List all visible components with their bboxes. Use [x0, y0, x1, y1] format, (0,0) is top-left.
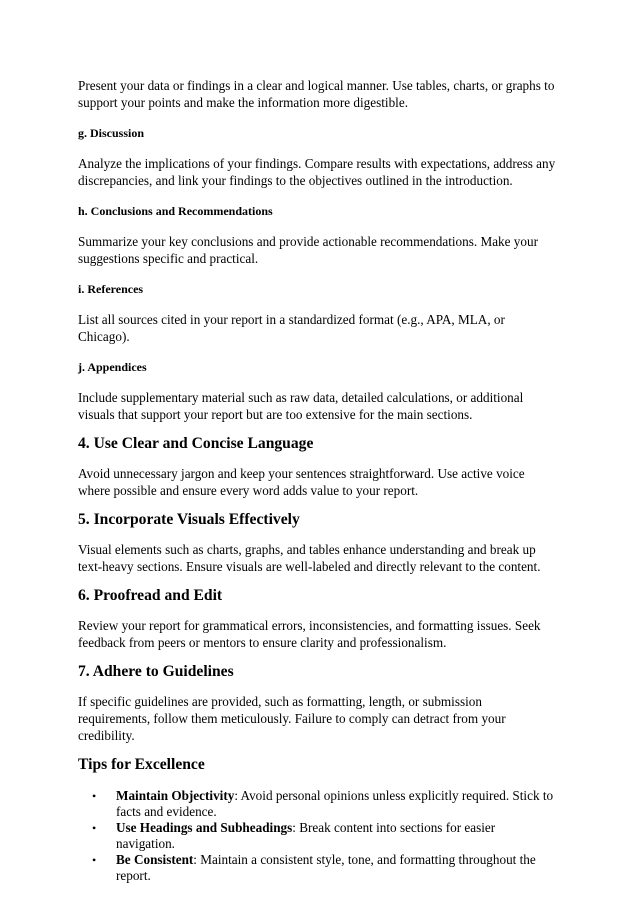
body-paragraph: List all sources cited in your report in a standardized format (e.g., APA, MLA, or Chicago). — [78, 312, 505, 344]
subheading-references: i. References — [78, 282, 144, 296]
tip-title: Be Consistent — [116, 852, 194, 867]
tip-text: : Avoid personal opinions unless explicitly required. Stick to facts and evidence. — [116, 788, 554, 819]
document-page — [78, 77, 556, 884]
subheading-conclusions: h. Conclusions and Recommendations — [78, 204, 273, 218]
section-heading-tips: Tips for Excellence — [78, 756, 205, 773]
body-paragraph: Visual elements such as charts, graphs, and tables enhance understanding and break up text-heavy sections. Ensure visuals are well-labeled and directly relevant to the content. — [78, 542, 541, 574]
body-paragraph: Summarize your key conclusions and provide actionable recommendations. Make your suggestions specific and practical. — [78, 234, 538, 266]
body-paragraph: If specific guidelines are provided, such as formatting, length, or submission requirements, follow them meticulously. Failure to comply can detract from your credibility. — [78, 694, 506, 743]
section-heading-visuals: 5. Incorporate Visuals Effectively — [78, 511, 300, 528]
list-item — [92, 788, 556, 820]
bullet-icon: • — [92, 853, 97, 867]
bullet-icon: • — [92, 789, 97, 803]
list-item — [92, 820, 556, 852]
tip-title: Maintain Objectivity — [116, 788, 235, 803]
tip-text: : Break content into sections for easier navigation. — [116, 820, 496, 851]
tip-title: Use Headings and Subheadings — [116, 820, 293, 835]
body-paragraph: Analyze the implications of your findings. Compare results with expectations, address any discrepancies, and link your findings to the objectives outlined in the introduction. — [78, 156, 556, 188]
section-heading-guidelines: 7. Adhere to Guidelines — [78, 663, 234, 680]
section-heading-proofread: 6. Proofread and Edit — [78, 587, 223, 604]
body-paragraph: Avoid unnecessary jargon and keep your sentences straightforward. Use active voice where possible and ensure every word adds value to your report. — [78, 466, 525, 498]
tip-text: : Maintain a consistent style, tone, and formatting throughout the report. — [116, 852, 536, 883]
body-paragraph: Include supplementary material such as raw data, detailed calculations, or additional visuals that support your report but are too extensive for the main sections. — [78, 390, 524, 422]
list-item — [92, 852, 556, 884]
bullet-icon: • — [92, 821, 97, 835]
body-paragraph: Review your report for grammatical errors, inconsistencies, and formatting issues. Seek feedback from peers or mentors to ensure clarity and professionalism. — [78, 618, 541, 650]
body-paragraph: Present your data or findings in a clear and logical manner. Use tables, charts, or graphs to support your points and make the information more digestible. — [78, 78, 555, 110]
section-heading-language: 4. Use Clear and Concise Language — [78, 435, 314, 452]
tips-list — [78, 788, 556, 884]
subheading-discussion: g. Discussion — [78, 126, 145, 140]
subheading-appendices: j. Appendices — [78, 360, 147, 374]
